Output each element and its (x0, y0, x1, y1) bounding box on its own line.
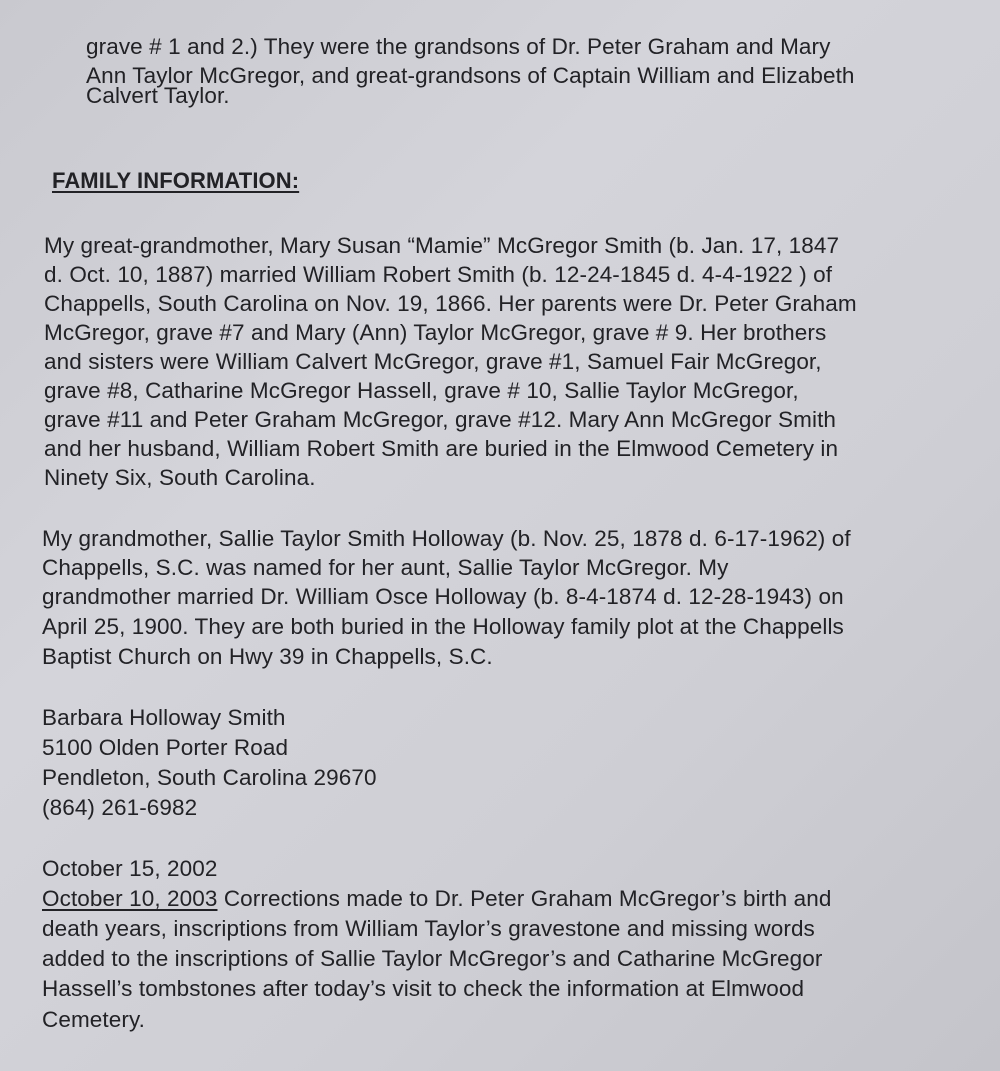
address-street: 5100 Olden Porter Road (42, 735, 289, 760)
intro-line-1: grave # 1 and 2.) They were the grandsons of Dr. Peter Graham and Mary (86, 34, 831, 59)
corrections-text: Corrections made to Dr. Peter Graham McGregor’s birth and (217, 886, 832, 911)
para2-line-3: grandmother married Dr. William Osce Holloway (b. 8-4-1874 d. 12-28-1943) on (42, 584, 844, 609)
corrections-line-4: Hassell’s tombstones after today’s visit to check the information at Elmwood (42, 976, 805, 1001)
address-name: Barbara Holloway Smith (42, 705, 286, 730)
family-information-heading: FAMILY INFORMATION: (52, 168, 300, 193)
corrections-line-2: death years, inscriptions from William Taylor’s gravestone and missing words (42, 916, 815, 941)
para2-line-5: Baptist Church on Hwy 39 in Chappells, S.C. (42, 644, 493, 669)
intro-line-2: Ann Taylor McGregor, and great-grandsons of Captain William and Elizabeth (86, 63, 855, 88)
intro-line-3: Calvert Taylor. (86, 83, 230, 108)
para2-line-2: Chappells, S.C. was named for her aunt, Sallie Taylor McGregor. My (42, 555, 729, 580)
corrections-line-3: added to the inscriptions of Sallie Taylor McGregor’s and Catharine McGregor (42, 946, 823, 971)
address-city: Pendleton, South Carolina 29670 (42, 765, 377, 790)
address-phone: (864) 261-6982 (42, 795, 198, 820)
date-second: October 10, 2003 (42, 886, 218, 911)
para1-line-9: Ninety Six, South Carolina. (44, 465, 316, 490)
corrections-line-1 (42, 886, 831, 912)
para1-line-1: My great-grandmother, Mary Susan “Mamie” McGregor Smith (b. Jan. 17, 1847 (44, 233, 840, 258)
para1-line-2: d. Oct. 10, 1887) married William Robert Smith (b. 12-24-1845 d. 4-4-1922 ) of (44, 262, 833, 287)
date-first: October 15, 2002 (42, 856, 218, 881)
para2-line-1: My grandmother, Sallie Taylor Smith Holloway (b. Nov. 25, 1878 d. 6-17-1962) of (42, 526, 851, 551)
corrections-line-5: Cemetery. (42, 1007, 146, 1032)
para2-line-4: April 25, 1900. They are both buried in the Holloway family plot at the Chappells (42, 614, 844, 639)
para1-line-6: grave #8, Catharine McGregor Hassell, grave # 10, Sallie Taylor McGregor, (44, 378, 799, 403)
para1-line-7: grave #11 and Peter Graham McGregor, grave #12. Mary Ann McGregor Smith (44, 407, 837, 432)
para1-line-8: and her husband, William Robert Smith are buried in the Elmwood Cemetery in (44, 436, 839, 461)
para1-line-5: and sisters were William Calvert McGregor, grave #1, Samuel Fair McGregor, (44, 349, 822, 374)
para1-line-4: McGregor, grave #7 and Mary (Ann) Taylor McGregor, grave # 9. Her brothers (44, 320, 827, 345)
para1-line-3: Chappells, South Carolina on Nov. 19, 1866. Her parents were Dr. Peter Graham (44, 291, 857, 316)
